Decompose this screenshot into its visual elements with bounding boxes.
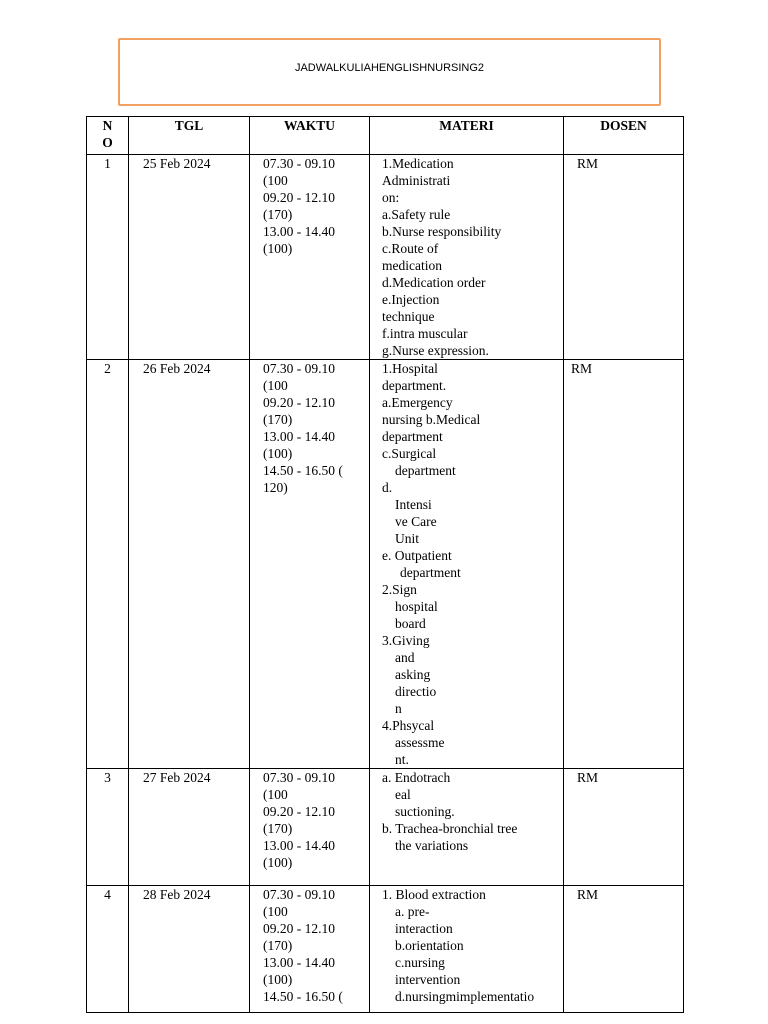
waktu-line: (170): [263, 821, 293, 836]
col-header-no-line1: N: [102, 118, 113, 133]
materi-line: department: [400, 565, 461, 580]
waktu-line: (100): [263, 446, 293, 461]
materi-line: the variations: [395, 838, 469, 853]
page-title: JADWALKULIAHENGLISHNURSING2: [294, 62, 485, 74]
waktu-line: (100: [263, 173, 288, 188]
cell-waktu: [250, 886, 370, 1013]
materi-line: c.Surgical: [382, 446, 437, 461]
materi-line: n: [395, 701, 402, 716]
materi-line: a.Emergency: [382, 395, 453, 410]
cell-waktu: [250, 360, 370, 769]
materi-line: Administrati: [382, 173, 451, 188]
waktu-line: 09.20 - 12.10: [263, 190, 335, 205]
materi-line: c.nursing: [395, 955, 445, 970]
col-header-waktu: WAKTU: [250, 117, 370, 155]
materi-line: board: [395, 616, 426, 631]
cell-dosen: RM: [564, 769, 684, 886]
materi-line: e. Outpatient: [382, 548, 452, 563]
materi-line: 4.Phsycal: [382, 718, 435, 733]
materi-line: eal: [395, 787, 411, 802]
cell-dosen: RM: [564, 155, 684, 360]
waktu-line: (170): [263, 207, 293, 222]
cell-waktu: [250, 155, 370, 360]
cell-tgl: 28 Feb 2024: [129, 886, 250, 1013]
cell-no: 1: [87, 155, 129, 360]
col-header-dosen: DOSEN: [564, 117, 684, 155]
materi-line: 2.Sign: [382, 582, 417, 597]
materi-line: 1.Hospital: [382, 361, 438, 376]
cell-no: 2: [87, 360, 129, 769]
materi-line: Intensi: [395, 497, 432, 512]
materi-line: d.nursingmimplementatio: [395, 989, 535, 1004]
cell-materi: [370, 155, 564, 360]
waktu-line: 13.00 - 14.40: [263, 224, 335, 239]
materi-line: ve Care: [395, 514, 437, 529]
col-header-no: [87, 117, 129, 155]
materi-line: 1. Blood extraction: [382, 887, 486, 902]
materi-line: nursing b.Medical: [382, 412, 481, 427]
materi-line: nt.: [395, 752, 409, 767]
materi-line: hospital: [395, 599, 438, 614]
col-header-no-line2: O: [102, 135, 113, 150]
table-row: [87, 155, 684, 360]
materi-line: e.Injection: [382, 292, 440, 307]
waktu-line: 07.30 - 09.10: [263, 156, 335, 171]
cell-tgl: 27 Feb 2024: [129, 769, 250, 886]
waktu-line: 13.00 - 14.40: [263, 838, 335, 853]
waktu-line: 07.30 - 09.10: [263, 887, 335, 902]
materi-line: 3.Giving: [382, 633, 430, 648]
waktu-line: 120): [263, 480, 288, 495]
waktu-line: 07.30 - 09.10: [263, 361, 335, 376]
materi-line: b.orientation: [395, 938, 464, 953]
waktu-line: (100): [263, 972, 293, 987]
cell-no: 4: [87, 886, 129, 1013]
materi-line: directio: [395, 684, 437, 699]
materi-line: b.Nurse responsibility: [382, 224, 502, 239]
waktu-line: 13.00 - 14.40: [263, 429, 335, 444]
materi-line: department: [395, 463, 456, 478]
materi-line: assessme: [395, 735, 445, 750]
materi-line: a. Endotrach: [382, 770, 451, 785]
waktu-line: 09.20 - 12.10: [263, 804, 335, 819]
materi-line: a. pre-: [395, 904, 430, 919]
schedule-table: [86, 116, 684, 1013]
waktu-line: (170): [263, 938, 293, 953]
materi-line: on:: [382, 190, 400, 205]
title-box: [118, 38, 661, 106]
waktu-line: 09.20 - 12.10: [263, 921, 335, 936]
materi-line: department.: [382, 378, 447, 393]
cell-no: 3: [87, 769, 129, 886]
cell-tgl: 25 Feb 2024: [129, 155, 250, 360]
cell-tgl: 26 Feb 2024: [129, 360, 250, 769]
waktu-line: (100: [263, 904, 288, 919]
materi-line: and: [395, 650, 415, 665]
materi-line: 1.Medication: [382, 156, 454, 171]
materi-line: a.Safety rule: [382, 207, 451, 222]
waktu-line: 07.30 - 09.10: [263, 770, 335, 785]
materi-line: d.: [382, 480, 393, 495]
materi-line: technique: [382, 309, 435, 324]
col-header-materi: MATERI: [370, 117, 564, 155]
header-row: [87, 117, 684, 155]
waktu-line: (100: [263, 378, 288, 393]
waktu-line: 14.50 - 16.50 (: [263, 989, 343, 1004]
materi-line: medication: [382, 258, 442, 273]
materi-line: g.Nurse expression.: [382, 343, 489, 358]
materi-line: c.Route of: [382, 241, 439, 256]
materi-line: Unit: [395, 531, 420, 546]
cell-waktu: [250, 769, 370, 886]
materi-line: department: [382, 429, 443, 444]
waktu-line: (100): [263, 241, 293, 256]
table-row: [87, 360, 684, 769]
materi-line: suctioning.: [395, 804, 455, 819]
cell-materi: [370, 769, 564, 886]
cell-materi: [370, 360, 564, 769]
table-row: [87, 886, 684, 1013]
waktu-line: 14.50 - 16.50 (: [263, 463, 343, 478]
cell-dosen: RM: [564, 886, 684, 1013]
waktu-line: (170): [263, 412, 293, 427]
waktu-line: (100): [263, 855, 293, 870]
materi-line: d.Medication order: [382, 275, 486, 290]
cell-materi: [370, 886, 564, 1013]
materi-line: asking: [395, 667, 431, 682]
waktu-line: 09.20 - 12.10: [263, 395, 335, 410]
materi-line: b. Trachea-bronchial tree: [382, 821, 518, 836]
col-header-tgl: TGL: [129, 117, 250, 155]
waktu-line: (100: [263, 787, 288, 802]
table-row: [87, 769, 684, 886]
materi-line: f.intra muscular: [382, 326, 468, 341]
materi-line: interaction: [395, 921, 453, 936]
materi-line: intervention: [395, 972, 461, 987]
cell-dosen: RM: [564, 360, 684, 769]
waktu-line: 13.00 - 14.40: [263, 955, 335, 970]
